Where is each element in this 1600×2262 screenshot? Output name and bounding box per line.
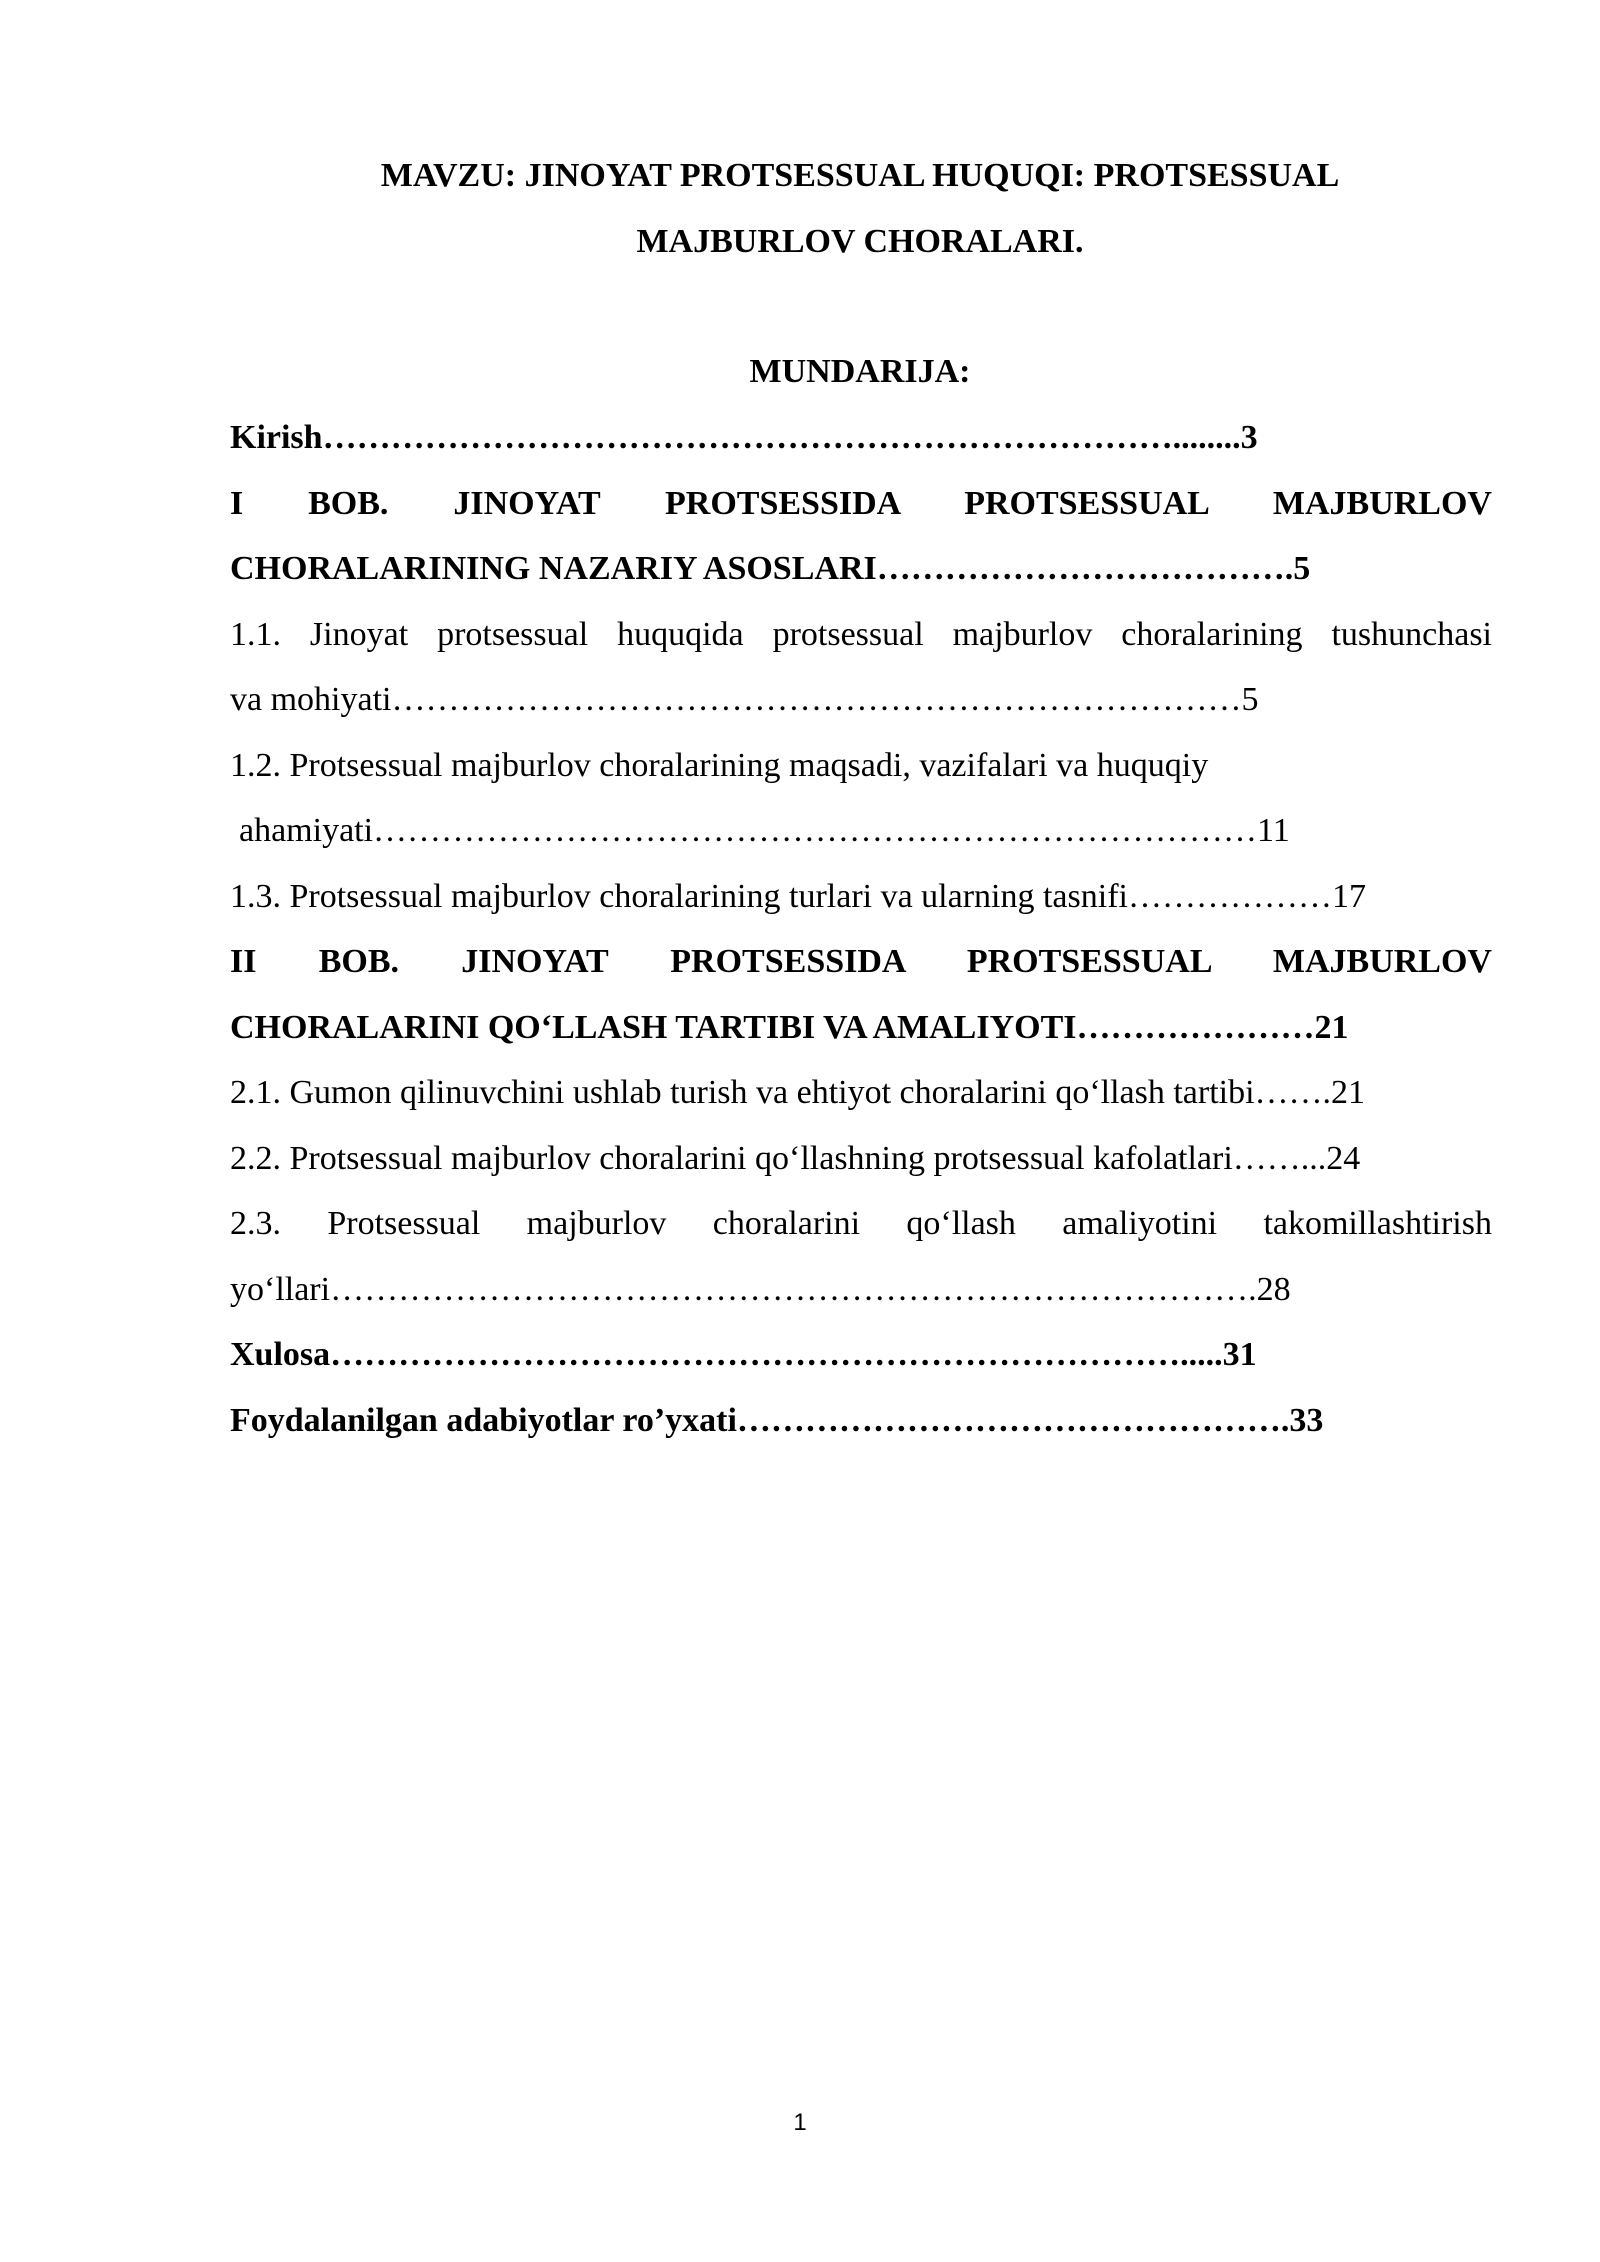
title-line-1: MAVZU: JINOYAT PROTSESSUAL HUQUQI: PROTSESSUAL (380, 157, 1340, 194)
toc-entry-chapter-2: II BOB. JINOYAT PROTSESSIDA PROTSESSUAL MAJBURLOV CHORALARINI QO‘LLASH TARTIBI VA AMALIYOTI…………………21 (230, 943, 1492, 1046)
toc-entry-kirish: Kirish…………………………………………………………………........3 (230, 419, 1258, 456)
page-number: 1 (793, 2109, 807, 2136)
title-line-2: MAJBURLOV CHORALARI. (636, 223, 1084, 260)
toc-entry-2-2: 2.2. Protsessual majburlov choralarini qo‘llashning protsessual kafolatlari……...24 (230, 1139, 1361, 1177)
toc-entry-1-1: 1.1. Jinoyat protsessual huquqida protsessual majburlov choralarining tushunchasi va mohiyati…………………………………………………………………5 (230, 615, 1492, 718)
document-title (230, 143, 1490, 275)
toc-entry-2-1: 2.1. Gumon qilinuvchini ushlab turish va ehtiyot choralarini qo‘llash tartibi…….21 (230, 1074, 1366, 1111)
toc-entry-chapter-1: I BOB. JINOYAT PROTSESSIDA PROTSESSUAL MAJBURLOV CHORALARINING NAZARIY ASOSLARI……………………………….5 (230, 484, 1492, 587)
toc-entry-xulosa: Xulosa………………………………………………………………….....31 (230, 1336, 1257, 1373)
toc-entry-1-3: 1.3. Protsessual majburlov choralarining turlari va ularning tasnifi………………17 (230, 877, 1366, 915)
toc-entry-1-2: 1.2. Protsessual majburlov choralarining maqsadi, vazifalari va huquqiy ahamiyati……………………………………………………………………11 (230, 746, 1290, 849)
toc-entry-references: Foydalanilgan adabiyotlar ro’yxati………………………………………….33 (230, 1401, 1324, 1439)
table-of-contents (230, 405, 1492, 1453)
toc-heading: MUNDARIJA: (749, 353, 971, 390)
toc-entry-2-3: 2.3. Protsessual majburlov choralarini qo‘llash amaliyotini takomillashtirish yo‘llari……………………………………………………………………….28 (230, 1205, 1492, 1308)
